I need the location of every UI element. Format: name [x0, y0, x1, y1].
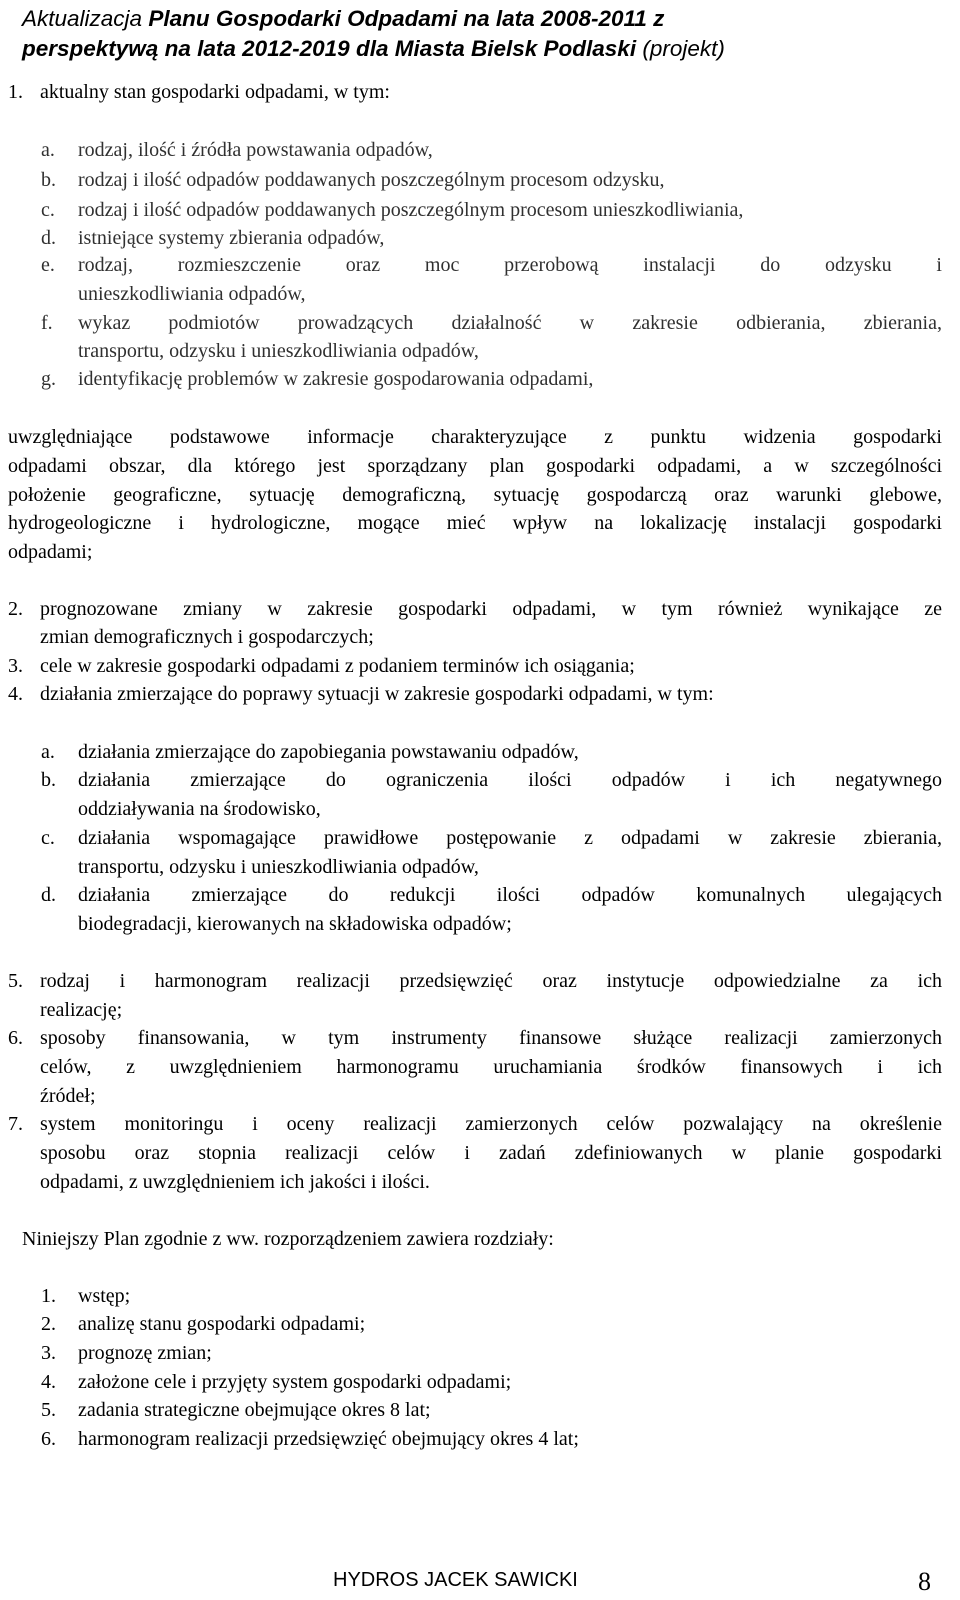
header-line-1	[22, 4, 952, 34]
item-3-number: 3.	[8, 655, 23, 677]
document-header	[22, 4, 952, 64]
item-7-text-line-2: sposobu oraz stopnia realizacji celów i zadań zdefiniowanych w planie gospodarki	[40, 1142, 942, 1164]
sub-f-text-line-2: transportu, odzysku i unieszkodliwiania odpadów,	[78, 340, 479, 362]
sub-e-text-line-2: unieszkodliwiania odpadów,	[78, 283, 306, 305]
sub-g-text: identyfikację problemów w zakresie gospodarowania odpadami,	[78, 368, 594, 390]
sub4-a-text: działania zmierzające do zapobiegania powstawaniu odpadów,	[78, 741, 579, 763]
item-2-number: 2.	[8, 598, 23, 620]
paragraph-line-3: położenie geograficzne, sytuację demograficzną, sytuację gospodarczą oraz warunki glebowe,	[8, 484, 942, 506]
item-6-number: 6.	[8, 1027, 23, 1049]
chapter-title: analizę stanu gospodarki odpadami;	[78, 1313, 366, 1335]
chapter-number: 1.	[41, 1285, 56, 1307]
sub-b-number: b.	[41, 169, 56, 191]
sub4-c-text-line-2: transportu, odzysku i unieszkodliwiania odpadów,	[78, 856, 479, 878]
item-2-text-line-2: zmian demograficznych i gospodarczych;	[40, 626, 374, 648]
paragraph-line-5: odpadami;	[8, 541, 93, 563]
item-4-text: działania zmierzające do poprawy sytuacji w zakresie gospodarki odpadami, w tym:	[40, 683, 714, 705]
sub4-d-text-line-2: biodegradacji, kierowanych na składowiska odpadów;	[78, 913, 512, 935]
item-7-text-line-1: system monitoringu i oceny realizacji zamierzonych celów pozwalający na określenie	[40, 1113, 942, 1135]
footer-company: HYDROS JACEK SAWICKI	[333, 1569, 578, 1591]
item-7-text-line-3: odpadami, z uwzględnieniem ich jakości i ilości.	[40, 1171, 430, 1193]
sub4-b-text-line-1: działania zmierzające do ograniczenia ilości odpadów i ich negatywnego	[78, 769, 942, 791]
chapter-title: założone cele i przyjęty system gospodarki odpadami;	[78, 1371, 512, 1393]
item-1-text: aktualny stan gospodarki odpadami, w tym:	[40, 81, 390, 103]
paragraph-line-1: uwzględniające podstawowe informacje charakteryzujące z punktu widzenia gospodarki	[8, 426, 942, 448]
chapters-intro: Niniejszy Plan zgodnie z ww. rozporządzeniem zawiera rozdziały:	[22, 1228, 554, 1250]
item-3-text: cele w zakresie gospodarki odpadami z podaniem terminów ich osiągania;	[40, 655, 635, 677]
chapter-title: harmonogram realizacji przedsięwzięć obejmujący okres 4 lat;	[78, 1428, 579, 1450]
sub-f-text-line-1: wykaz podmiotów prowadzących działalność w zakresie odbierania, zbierania,	[78, 312, 942, 334]
sub-c-number: c.	[41, 199, 55, 221]
item-2-text-line-1: prognozowane zmiany w zakresie gospodarki odpadami, w tym również wynikające ze	[40, 598, 942, 620]
item-4-number: 4.	[8, 683, 23, 705]
sub-e-number: e.	[41, 254, 55, 276]
chapter-number: 3.	[41, 1342, 56, 1364]
sub4-d-number: d.	[41, 884, 56, 906]
chapter-title: wstęp;	[78, 1285, 131, 1307]
chapter-title: prognozę zmian;	[78, 1342, 212, 1364]
sub-d-number: d.	[41, 227, 56, 249]
item-1-number: 1.	[8, 81, 23, 103]
sub4-d-text-line-1: działania zmierzające do redukcji ilości odpadów komunalnych ulegających	[78, 884, 942, 906]
chapter-number: 5.	[41, 1399, 56, 1421]
sub-g-number: g.	[41, 368, 56, 390]
header-title-part-2: perspektywą na lata 2012-2019 dla Miasta Bielsk Podlaski	[22, 36, 637, 61]
sub-a-number: a.	[41, 139, 55, 161]
sub4-a-number: a.	[41, 741, 55, 763]
header-suffix: (projekt)	[636, 36, 725, 61]
sub4-c-number: c.	[41, 827, 55, 849]
sub4-b-text-line-2: oddziaływania na środowisko,	[78, 798, 321, 820]
sub-f-number: f.	[41, 312, 53, 334]
header-title-part-1: Planu Gospodarki Odpadami na lata 2008-2011 z	[148, 6, 665, 31]
item-5-text-line-1: rodzaj i harmonogram realizacji przedsięwzięć oraz instytucje odpowiedzialne za ich	[40, 970, 942, 992]
header-line-2	[22, 34, 952, 64]
item-6-text-line-1: sposoby finansowania, w tym instrumenty finansowe służące realizacji zamierzonych	[40, 1027, 942, 1049]
chapter-number: 6.	[41, 1428, 56, 1450]
header-prefix: Aktualizacja	[22, 6, 149, 31]
sub-c-text: rodzaj i ilość odpadów poddawanych poszczególnym procesom unieszkodliwiania,	[78, 199, 744, 221]
sub4-c-text-line-1: działania wspomagające prawidłowe postępowanie z odpadami w zakresie zbierania,	[78, 827, 942, 849]
chapter-number: 4.	[41, 1371, 56, 1393]
sub-d-text: istniejące systemy zbierania odpadów,	[78, 227, 385, 249]
sub-b-text: rodzaj i ilość odpadów poddawanych poszczególnym procesom odzysku,	[78, 169, 665, 191]
sub-e-text-line-1: rodzaj, rozmieszczenie oraz moc przerobową instalacji do odzysku i	[78, 254, 942, 276]
item-6-text-line-2: celów, z uwzględnieniem harmonogramu uruchamiania środków finansowych i ich	[40, 1056, 942, 1078]
page-number: 8	[918, 1567, 931, 1596]
sub4-b-number: b.	[41, 769, 56, 791]
item-7-number: 7.	[8, 1113, 23, 1135]
paragraph-line-2: odpadami obszar, dla którego jest sporządzany plan gospodarki odpadami, a w szczególności	[8, 455, 942, 477]
chapter-title: zadania strategiczne obejmujące okres 8 lat;	[78, 1399, 431, 1421]
item-5-number: 5.	[8, 970, 23, 992]
chapter-number: 2.	[41, 1313, 56, 1335]
item-5-text-line-2: realizację;	[40, 999, 123, 1021]
item-6-text-line-3: źródeł;	[40, 1085, 96, 1107]
paragraph-line-4: hydrogeologiczne i hydrologiczne, mogące mieć wpływ na lokalizację instalacji gospodarki	[8, 512, 942, 534]
sub-a-text: rodzaj, ilość i źródła powstawania odpadów,	[78, 139, 433, 161]
